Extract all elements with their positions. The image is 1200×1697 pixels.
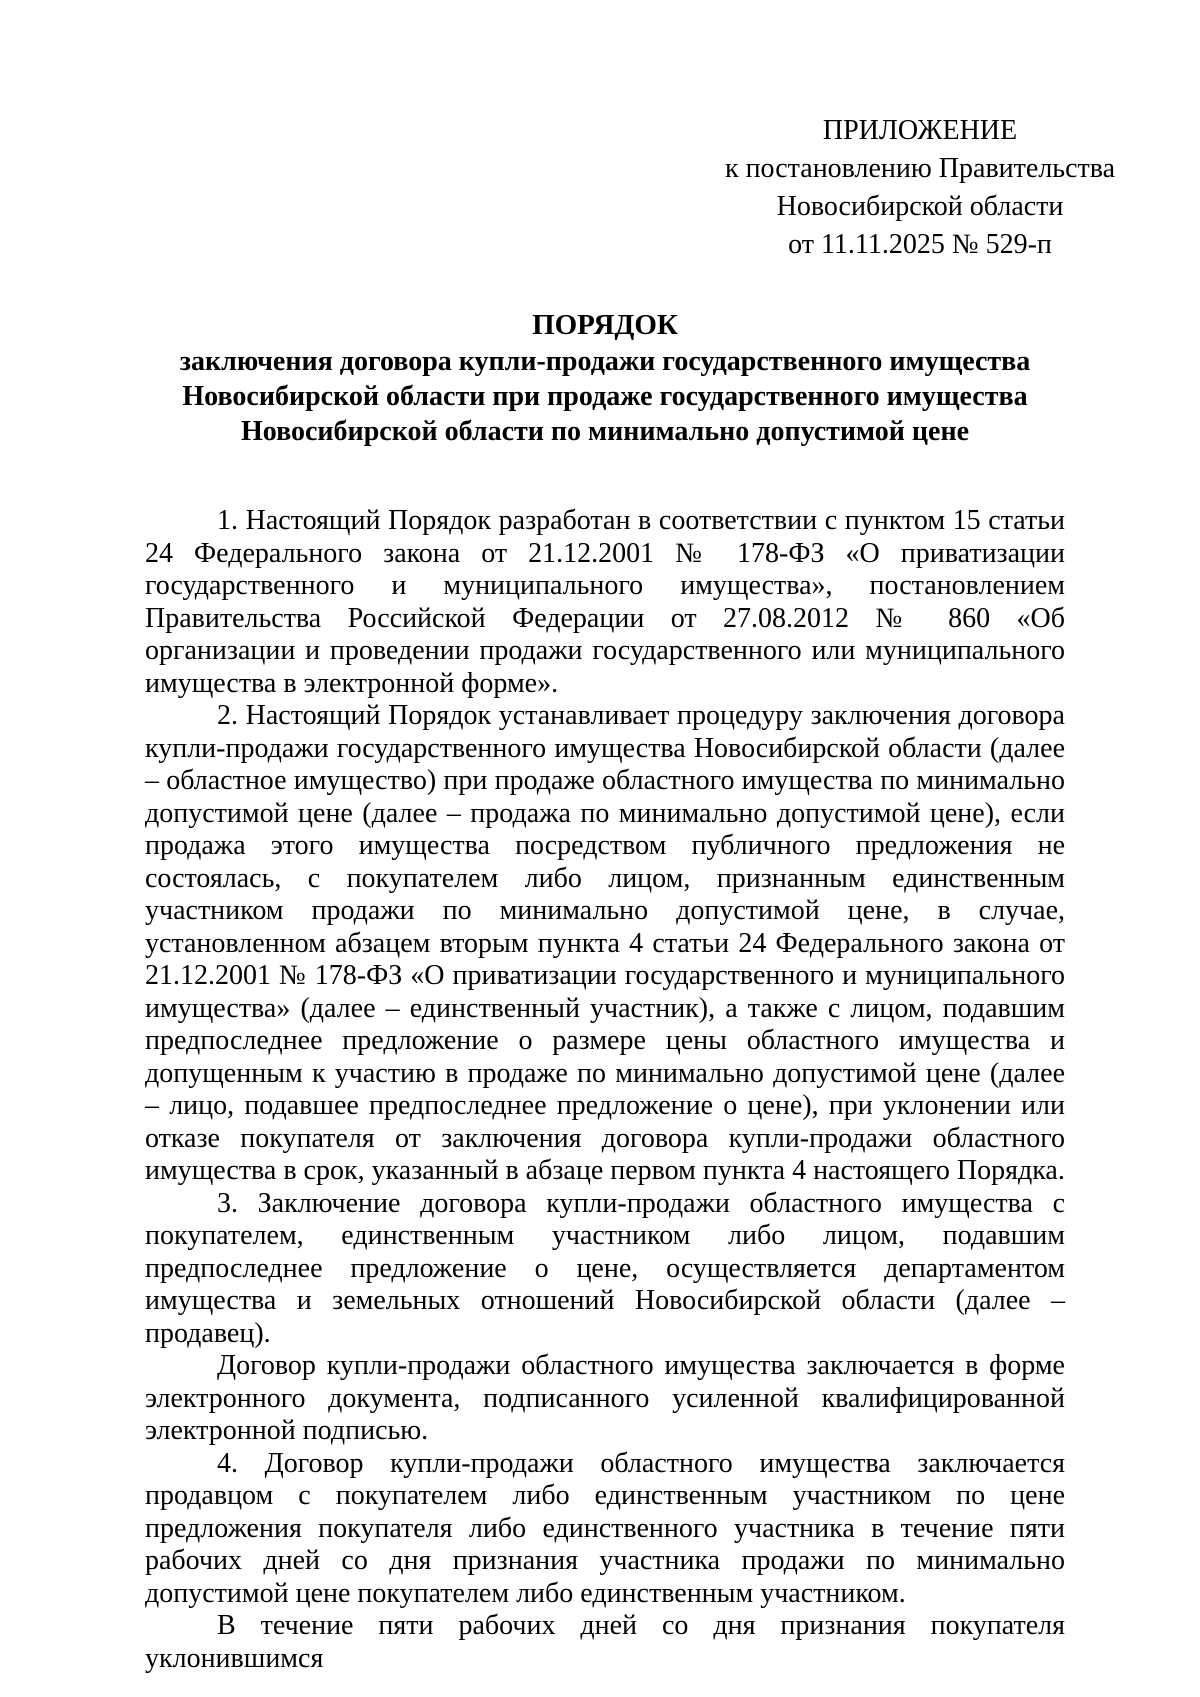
- document-subtitle-line-3: Новосибирской области по минимально допустимой цене: [240, 416, 969, 447]
- document-body: [145, 505, 1065, 1675]
- paragraph-2: 2. Настоящий Порядок устанавливает процедуру заключения договора купли-продажи государственного имущества Новосибирской области (далее – областное имущество) при продаже областного имущества по минимально допустимой цене (далее – продажа по минимально допустимой цене), если продажа этого имущества посредством публичного предложения не состоялась, с покупателем либо лицом, признанным единственным участником продажи по минимально допустимой цене, в случае, установленном абзацем вторым пункта 4 статьи 24 Федерального закона от 21.12.2001 № 178-ФЗ «О приватизации государственного и муниципального имущества» (далее – единственный участник), а также с лицом, подавшим предпоследнее предложение о размере цены областного имущества и допущенным к участию в продаже по минимально допустимой цене (далее – лицо, подавшее предпоследнее предложение о цене), при уклонении или отказе покупателя от заключения договора купли-продажи областного имущества в срок, указанный в абзаце первом пункта 4 настоящего Порядка.: [145, 700, 1065, 1186]
- paragraph-1: 1. Настоящий Порядок разработан в соответствии с пунктом 15 статьи 24 Федерального закона от 21.12.2001 № 178-ФЗ «О приватизации государственного и муниципального имущества», постановлением Правительства Российской Федерации от 27.08.2012 № 860 «Об организации и проведении продажи государственного или муниципального имущества в электронной форме».: [145, 505, 1065, 699]
- appendix-label: ПРИЛОЖЕНИЕ: [822, 115, 1018, 146]
- document-title-block: [145, 308, 1065, 449]
- paragraph-3-continuation: Договор купли-продажи областного имущества заключается в форме электронного документа, подписанного усиленной квалифицированной электронной подписью.: [145, 1350, 1065, 1446]
- appendix-header: [690, 112, 1150, 264]
- appendix-region: Новосибирской области: [776, 191, 1064, 222]
- document-title: ПОРЯДОК: [532, 309, 678, 341]
- document-subtitle-line-2: Новосибирской области при продаже государственного имущества: [182, 381, 1028, 412]
- appendix-reference: к постановлению Правительства: [724, 153, 1116, 184]
- paragraph-4: 4. Договор купли-продажи областного имущества заключается продавцом с покупателем либо единственным участником по цене предложения покупателя либо единственного участника в течение пяти рабочих дней со дня признания участника продажи по минимально допустимой цене покупателем либо единственным участником.: [145, 1447, 1065, 1609]
- appendix-date-number: от 11.11.2025 № 529-п: [788, 229, 1052, 260]
- paragraph-4-continuation: В течение пяти рабочих дней со дня признания покупателя уклонившимся: [145, 1610, 1065, 1674]
- paragraph-3: 3. Заключение договора купли-продажи областного имущества с покупателем, единственным участником либо лицом, подавшим предпоследнее предложение о цене, осуществляется департаментом имущества и земельных отношений Новосибирской области (далее – продавец).: [145, 1187, 1065, 1349]
- document-subtitle-line-1: заключения договора купли-продажи государственного имущества: [179, 346, 1031, 377]
